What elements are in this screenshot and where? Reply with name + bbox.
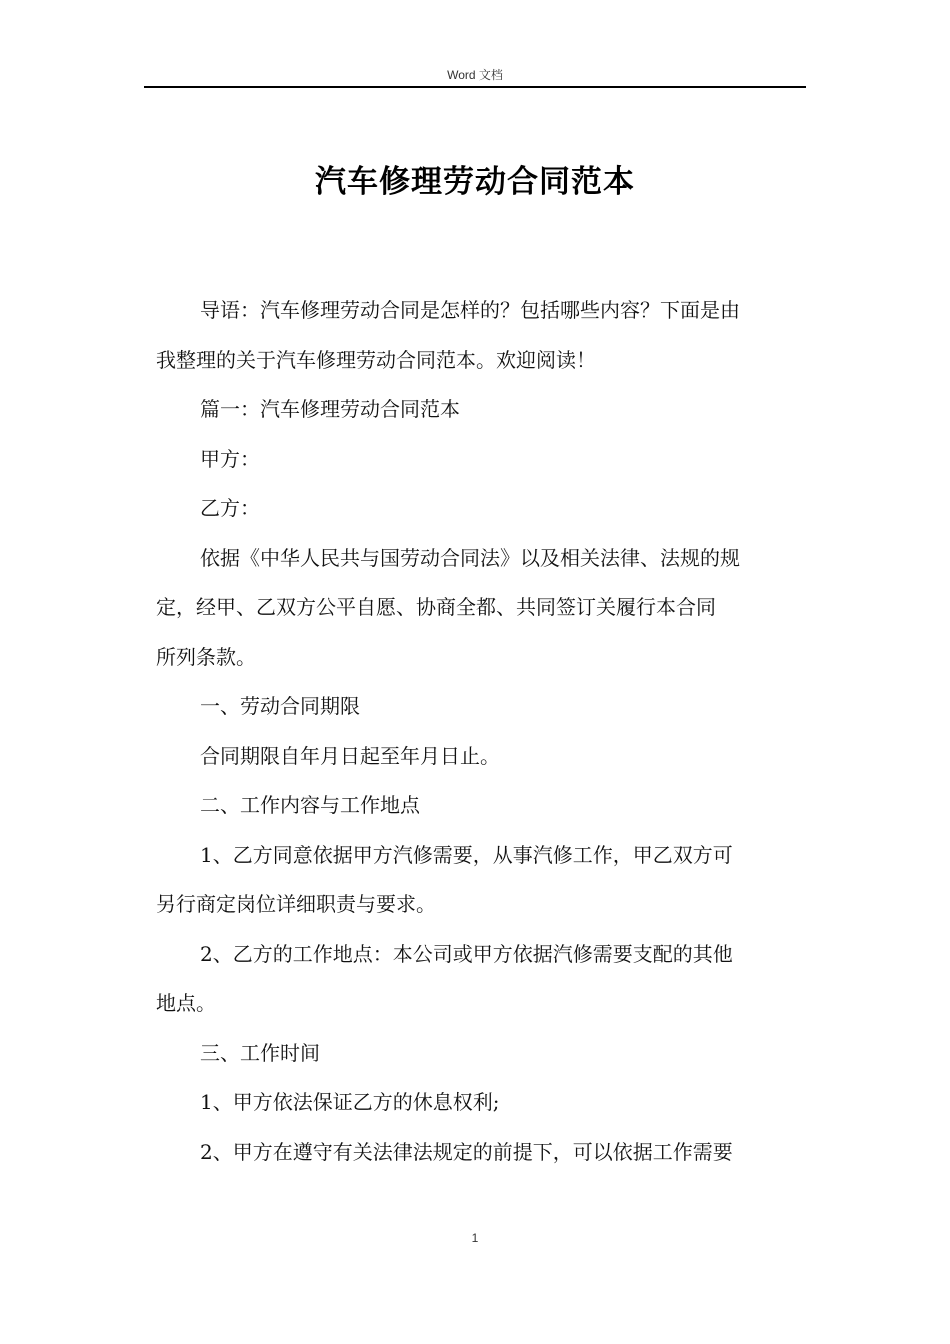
line: 乙方： [200,496,260,520]
line: 另行商定岗位详细职责与要求。 [156,892,436,916]
line: 依据《中华人民共与国劳动合同法》以及相关法律、法规的规 [200,545,740,570]
paragraph-hours-item-1 [178,1078,808,1128]
line: 导语：汽车修理劳动合同是怎样的？包括哪些内容？下面是由 [200,298,740,322]
paragraph-intro [156,286,808,385]
line: 1、乙方同意依据甲方汽修需要，从事汽修工作，甲乙双方可 [200,842,733,867]
page-header: Word 文档 [447,68,503,82]
paragraph-party-b [178,484,808,534]
line: 甲方： [200,446,260,471]
document-title: 汽车修理劳动合同范本 [315,164,635,200]
line: 我整理的关于汽车修理劳动合同范本。欢迎阅读！ [156,347,596,372]
line: 篇一：汽车修理劳动合同范本 [200,397,460,421]
paragraph-heading-work [178,781,808,831]
paragraph-section-heading [178,385,808,435]
paragraph-term-detail [178,732,808,782]
document-body [156,286,808,1177]
line: 2、乙方的工作地点：本公司或甲方依据汽修需要支配的其他 [200,941,733,966]
paragraph-hours-item-2 [178,1128,808,1178]
page-number: 1 [471,1231,479,1245]
line: 二、工作内容与工作地点 [200,793,420,817]
paragraph-work-item-2 [156,930,808,1029]
line: 地点。 [156,991,216,1015]
line: 合同期限自年月日起至年月日止。 [200,743,500,768]
line: 2、甲方在遵守有关法律法规定的前提下，可以依据工作需要 [200,1139,733,1164]
line: 1、甲方依法保证乙方的休息权利; [200,1090,500,1114]
line: 一、劳动合同期限 [200,694,360,718]
line: 定，经甲、乙双方公平自愿、协商全都、共同签订关履行本合同 [156,595,716,619]
paragraph-work-item-1 [156,831,808,930]
header-divider [144,86,806,88]
paragraph-heading-hours [178,1029,808,1079]
paragraph-party-a [178,435,808,485]
paragraph-heading-term [178,682,808,732]
paragraph-legal-basis [156,534,808,683]
line: 三、工作时间 [200,1040,320,1065]
line: 所列条款。 [156,644,256,669]
